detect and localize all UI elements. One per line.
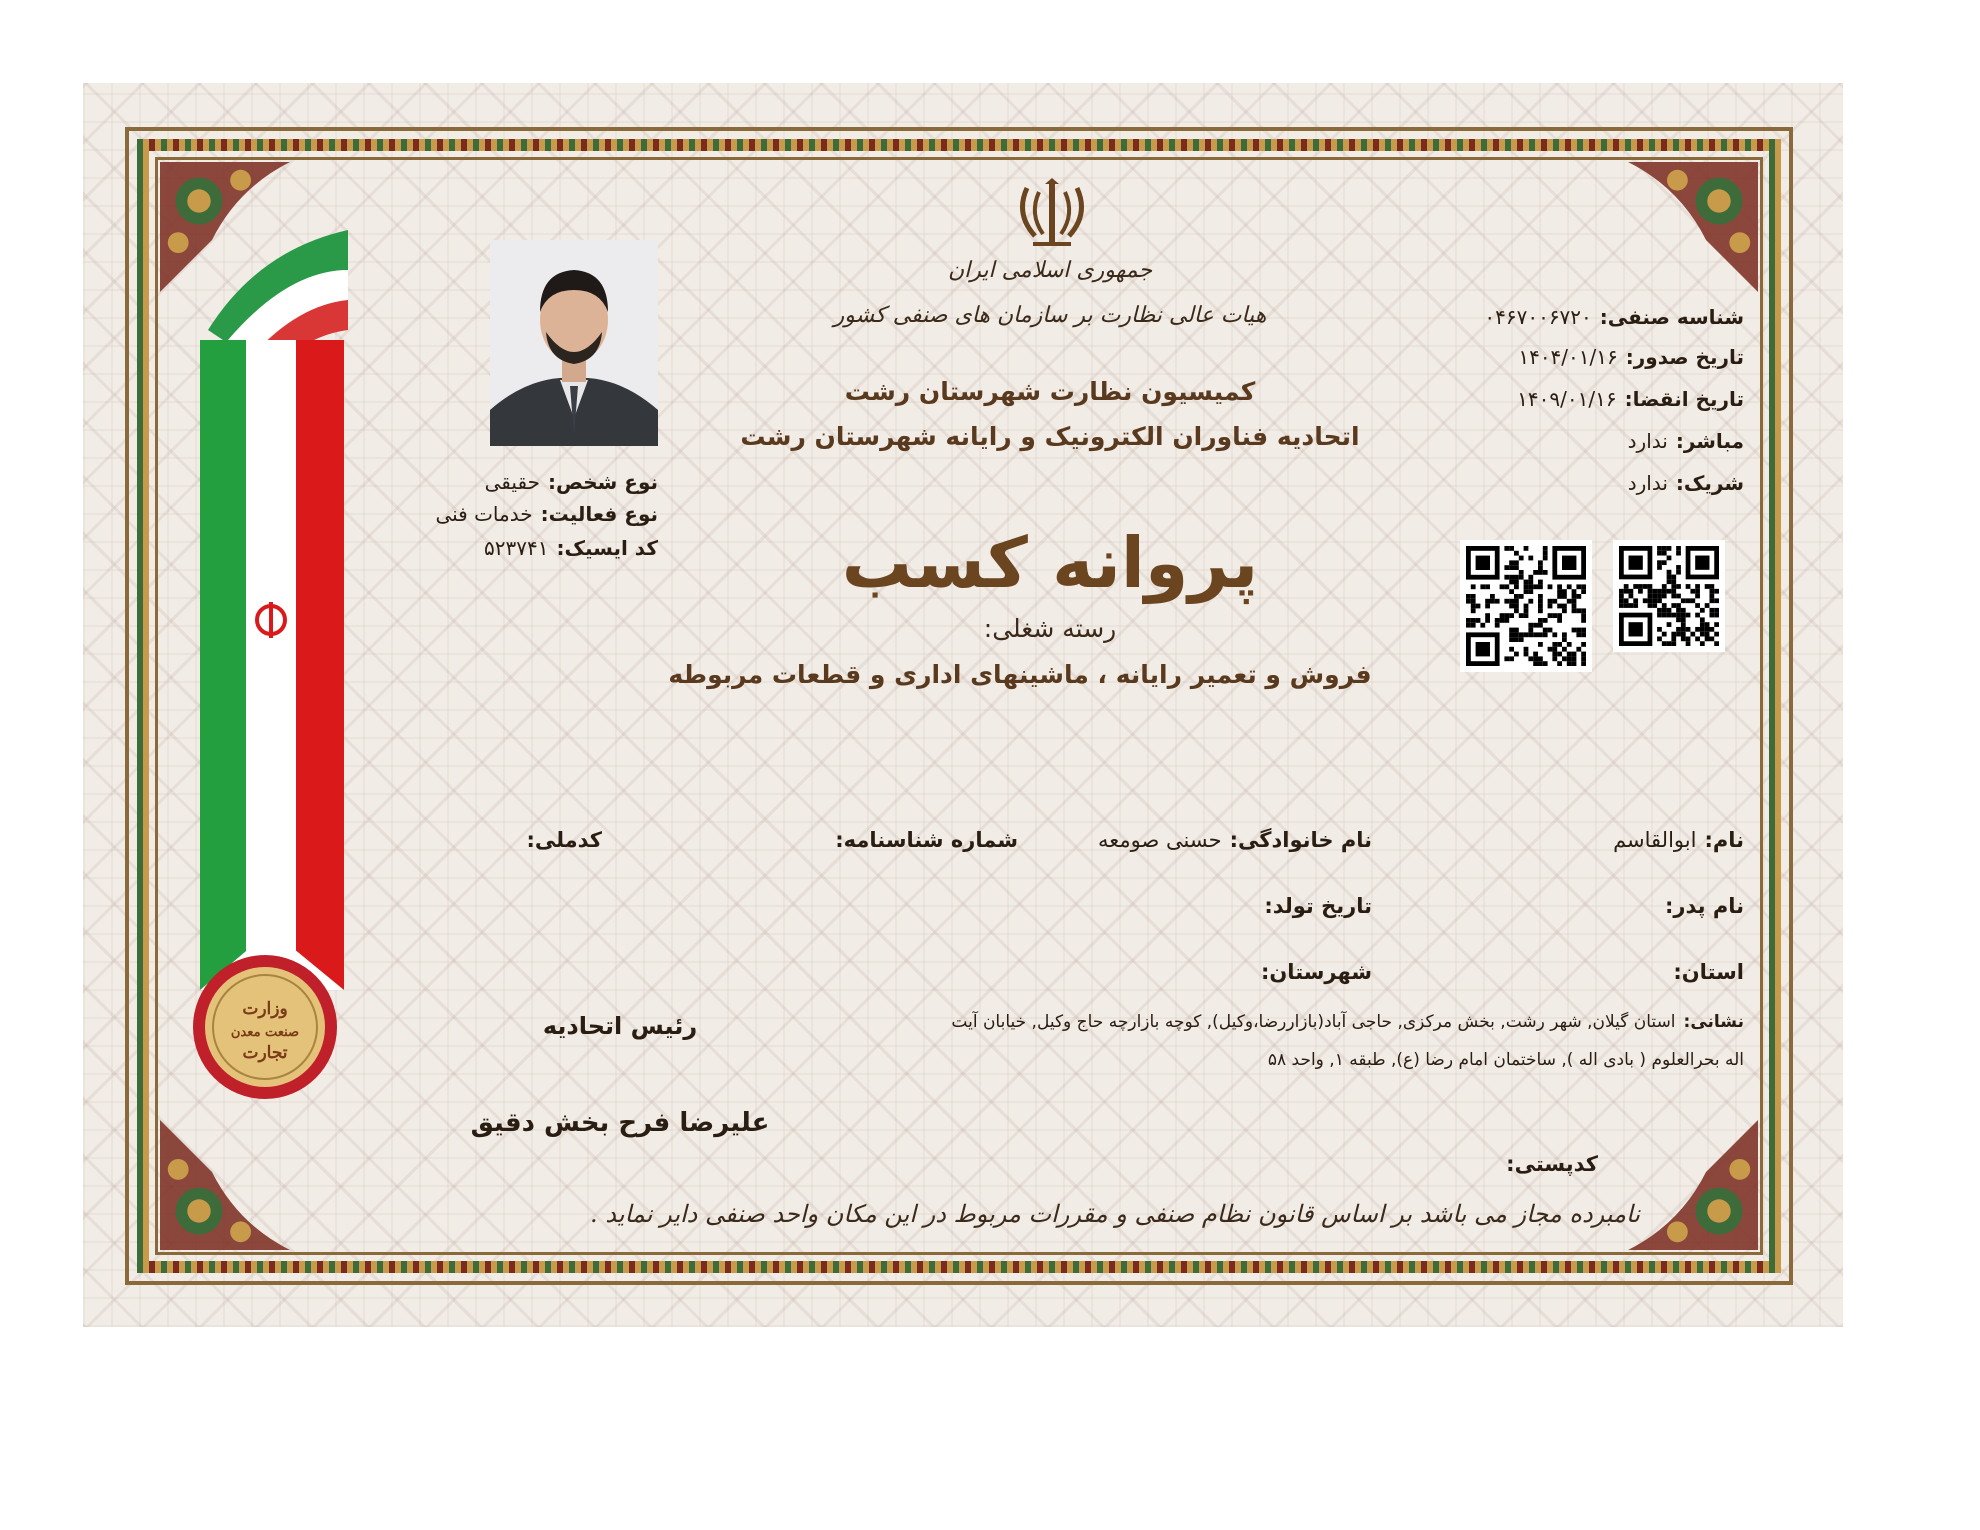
holder-photo: [490, 240, 658, 446]
category-value: فروش و تعمیر رایانه ، ماشینهای اداری و قطعات مربوطه: [668, 660, 1372, 689]
ministry-seal: [190, 952, 340, 1102]
signature-title: رئیس اتحادیه: [542, 1012, 698, 1040]
svg-text:تجارت: تجارت: [242, 1043, 288, 1063]
first-name-row: نام:ابوالقاسم: [1613, 828, 1744, 852]
partner-row: شریک:ندارد: [1627, 471, 1744, 495]
corner-ornament-bottom-left: [160, 1120, 290, 1250]
svg-text:صنعت معدن: صنعت معدن: [230, 1025, 300, 1040]
city-row: شهرستان:: [1260, 960, 1372, 984]
license-title: پروانه کسب: [841, 522, 1259, 604]
svg-text:وزارت: وزارت: [242, 999, 288, 1019]
province-row: استان:: [1673, 960, 1744, 984]
birth-date-row: تاریخ تولد:: [1264, 894, 1372, 918]
address-line-1: نشانی:استان گیلان, شهر رشت, بخش مرکزی, حاجی آباد(بازاررضا،وکیل), کوچه بازارچه حاج وکیل, خیابان آیت: [951, 1012, 1744, 1032]
id-number-row: شماره شناسنامه:: [835, 828, 1018, 852]
iran-flag-ribbon: [198, 230, 348, 990]
address-line-2: اله بحرالعلوم ( بادی اله ), ساختمان امام رضا (ع), طبقه ۱, واحد ۵۸: [1267, 1050, 1744, 1070]
country-name: جمهوری اسلامی ایران: [947, 258, 1153, 283]
footer-note: نامبرده مجاز می باشد بر اساس قانون نظام صنفی و مقررات مربوط در این مکان واحد صنفی دایر نماید .: [590, 1200, 1640, 1228]
corner-ornament-bottom-right: [1628, 1120, 1758, 1250]
activity-type-row: نوع فعالیت:خدمات فنی: [435, 502, 658, 526]
category-label: رسته شغلی:: [983, 614, 1117, 643]
person-type-row: نوع شخص:حقیقی: [484, 470, 658, 494]
signature-name: علیرضا فرح بخش دقیق: [470, 1108, 770, 1138]
qr-code-small: [1613, 540, 1725, 652]
issue-date-row: تاریخ صدور:۱۴۰۴/۰۱/۱۶: [1518, 345, 1744, 369]
guild-id-row: شناسه صنفی:۰۴۶۷۰۰۶۷۲۰: [1484, 305, 1744, 329]
manager-row: مباشر:ندارد: [1627, 429, 1744, 453]
father-name-row: نام پدر:: [1665, 894, 1744, 918]
isic-row: کد ایسیک:۵۲۳۷۴۱: [484, 536, 658, 560]
last-name-row: نام خانوادگی:حسنی صومعه: [1098, 828, 1372, 852]
qr-code-large: [1460, 540, 1592, 672]
commission-name: کمیسیون نظارت شهرستان رشت: [844, 377, 1256, 406]
iran-emblem-icon: [1013, 178, 1091, 248]
authority-name: هیات عالی نظارت بر سازمان های صنفی کشور: [833, 303, 1267, 328]
expiry-date-row: تاریخ انقضا:۱۴۰۹/۰۱/۱۶: [1517, 387, 1744, 411]
national-code-row: کدملی:: [526, 828, 602, 852]
postal-code-row: کدپستی:: [1506, 1152, 1598, 1176]
union-name: اتحادیه فناوران الکترونیک و رایانه شهرستان رشت: [740, 422, 1360, 451]
corner-ornament-top-right: [1628, 162, 1758, 292]
